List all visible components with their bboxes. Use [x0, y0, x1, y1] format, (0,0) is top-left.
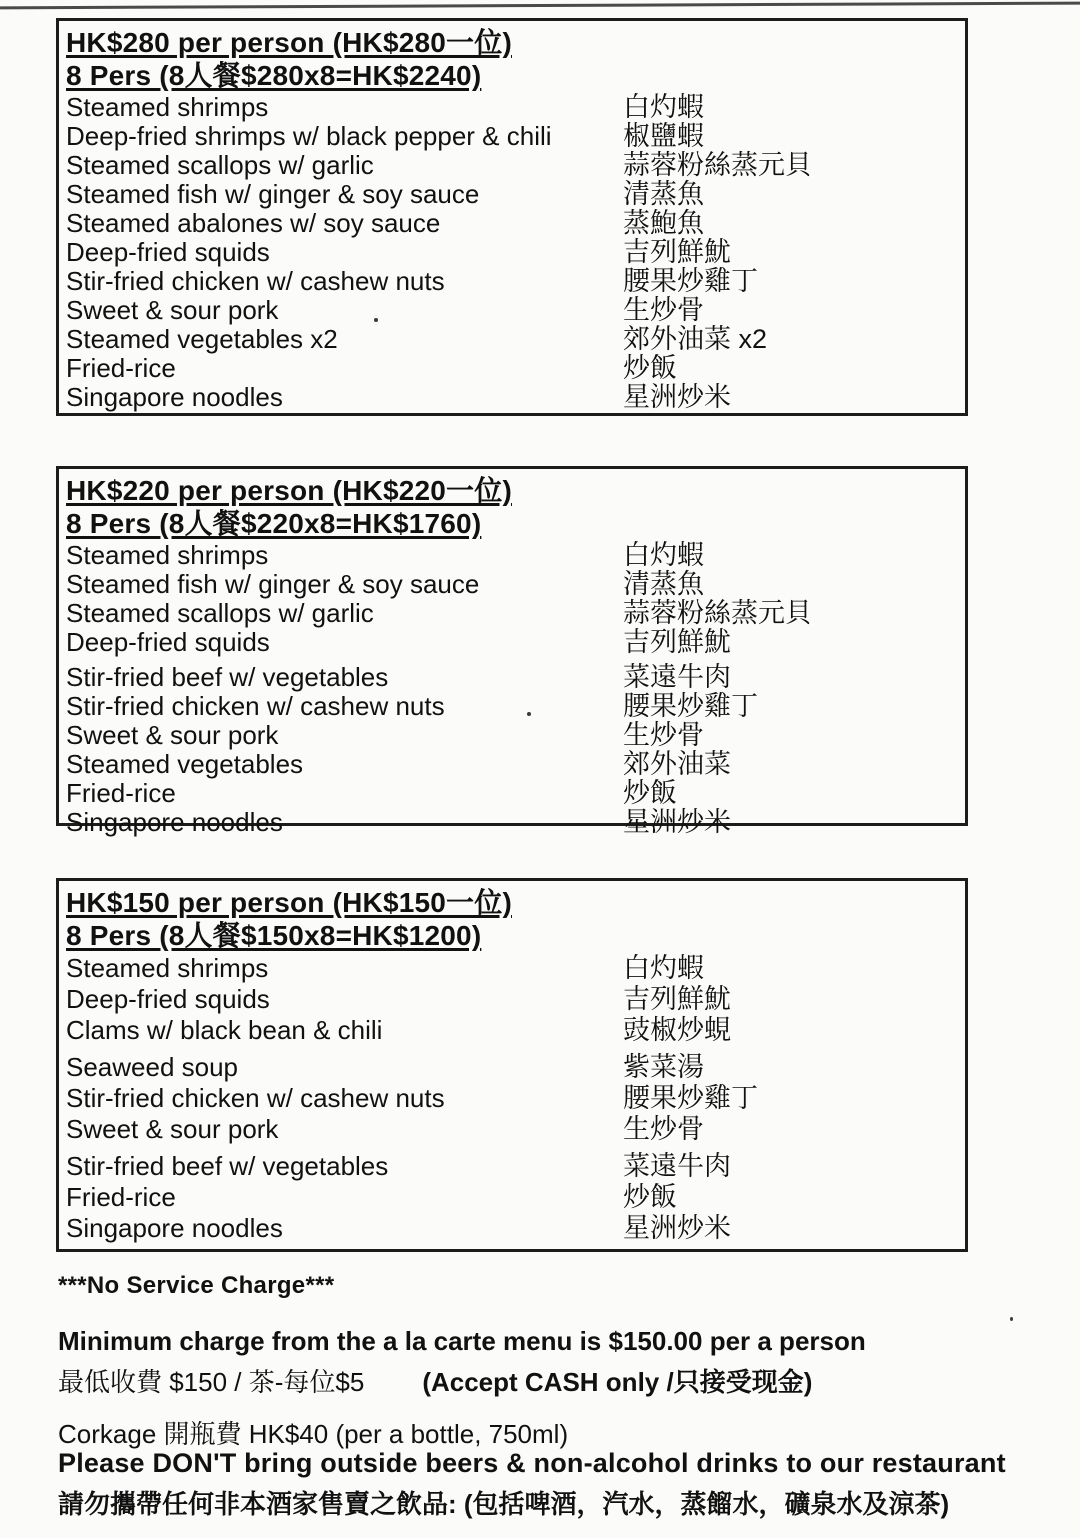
menu-title-price: HK$280 per person (HK$280一位) — [66, 27, 512, 58]
menu-item-name-zh: 生炒骨 — [623, 1114, 704, 1144]
menu-item-row — [66, 1151, 965, 1182]
menu-item-row — [66, 628, 965, 657]
menu-item-name-zh: 郊外油菜 — [623, 749, 731, 779]
menu-item-row — [66, 692, 965, 721]
menu-item-name-zh: 椒鹽蝦 — [623, 121, 704, 151]
menu-item-name-zh: 生炒骨 — [623, 720, 704, 750]
menu-item-row — [66, 599, 965, 628]
set-menu-box — [56, 18, 968, 416]
menu-item-row — [66, 750, 965, 779]
menu-item-row — [66, 953, 965, 984]
menu-item-name-en: Sweet & sour pork — [66, 1114, 279, 1144]
menu-item-name-zh: 菜遠牛肉 — [623, 662, 731, 692]
menu-item-name-zh: 白灼蝦 — [623, 953, 704, 983]
menu-item-row — [66, 1083, 965, 1114]
menu-item-row — [66, 663, 965, 692]
menu-item-name-en: Seaweed soup — [66, 1052, 239, 1082]
menu-item-row — [66, 1015, 965, 1046]
menu-item-row — [66, 570, 965, 599]
minimum-charge-note-zh — [58, 1362, 812, 1399]
menu-title-price: HK$220 per person (HK$220一位) — [66, 475, 512, 506]
menu-item-name-en: Fried-rice — [66, 1182, 176, 1212]
menu-item-name-zh: 豉椒炒蜆 — [623, 1015, 731, 1045]
menu-item-name-zh: 蒜蓉粉絲蒸元貝 — [623, 150, 812, 180]
menu-item-name-en: Stir-fried chicken w/ cashew nuts — [66, 1083, 445, 1113]
menu-item-name-zh: 星洲炒米 — [623, 382, 731, 412]
menu-item-name-en: Singapore noodles — [66, 807, 283, 837]
menu-title-persons: 8 Pers (8人餐$280x8=HK$2240) — [66, 60, 482, 91]
menu-item-row — [66, 122, 965, 151]
menu-item-name-zh: 紫菜湯 — [623, 1052, 704, 1082]
menu-item-row — [66, 1182, 965, 1213]
menu-item-list — [66, 93, 965, 412]
menu-item-row — [66, 1114, 965, 1145]
menu-item-list — [66, 953, 965, 1244]
scan-edge-line — [0, 2, 1080, 10]
menu-item-name-zh: 吉列鮮魷 — [623, 627, 731, 657]
menu-item-name-en: Singapore noodles — [66, 1213, 283, 1243]
menu-item-name-en: Fried-rice — [66, 353, 176, 383]
menu-item-name-zh: 吉列鮮魷 — [623, 237, 731, 267]
scan-speck — [1010, 1317, 1013, 1321]
menu-item-name-en: Stir-fried chicken w/ cashew nuts — [66, 691, 445, 721]
menu-item-name-en: Deep-fried squids — [66, 627, 270, 657]
menu-item-name-zh: 清蒸魚 — [623, 569, 704, 599]
menu-item-row — [66, 238, 965, 267]
menu-item-name-en: Steamed scallops w/ garlic — [66, 150, 374, 180]
no-service-charge-note: ***No Service Charge*** — [58, 1272, 335, 1299]
menu-item-list — [66, 541, 965, 837]
menu-title-persons: 8 Pers (8人餐$220x8=HK$1760) — [66, 508, 482, 539]
menu-item-name-en: Sweet & sour pork — [66, 720, 279, 750]
menu-item-name-en: Steamed shrimps — [66, 953, 269, 983]
menu-item-name-en: Steamed fish w/ ginger & soy sauce — [66, 569, 480, 599]
menu-title-price: HK$150 per person (HK$150一位) — [66, 887, 512, 918]
menu-item-name-en: Stir-fried chicken w/ cashew nuts — [66, 266, 445, 296]
menu-item-name-zh: 生炒骨 — [623, 295, 704, 325]
menu-item-row — [66, 151, 965, 180]
menu-item-row — [66, 209, 965, 238]
menu-item-name-en: Clams w/ black bean & chili — [66, 1015, 383, 1045]
menu-item-name-zh: 炒飯 — [623, 1182, 677, 1212]
no-outside-drinks-note-zh: 請勿攜帶任何非本酒家售賣之飲品: (包括啤酒，汽水，蒸餾水，礦泉水及涼茶) — [58, 1489, 950, 1519]
set-menu-box — [56, 466, 968, 837]
menu-item-row — [66, 808, 965, 837]
menu-item-name-zh: 炒飯 — [623, 353, 677, 383]
menu-item-row — [66, 1052, 965, 1083]
menu-item-name-en: Steamed shrimps — [66, 540, 269, 570]
menu-item-name-zh: 星洲炒米 — [623, 1213, 731, 1243]
cash-only-note: (Accept CASH only /只接受现金) — [422, 1367, 813, 1397]
menu-item-name-zh: 蒜蓉粉絲蒸元貝 — [623, 598, 812, 628]
menu-item-name-zh: 腰果炒雞丁 — [623, 691, 758, 721]
menu-item-row — [66, 984, 965, 1015]
corkage-note: Corkage 開瓶費 HK$40 (per a bottle, 750ml) — [58, 1419, 569, 1449]
menu-item-row — [66, 296, 965, 325]
menu-item-name-zh: 星洲炒米 — [623, 807, 731, 837]
menu-item-name-en: Singapore noodles — [66, 382, 283, 412]
menu-item-row — [66, 267, 965, 296]
menu-title-persons: 8 Pers (8人餐$150x8=HK$1200) — [66, 920, 482, 951]
menu-item-name-zh: 蒸鮑魚 — [623, 208, 704, 238]
menu-item-name-en: Steamed abalones w/ soy sauce — [66, 208, 441, 238]
menu-item-name-en: Deep-fried squids — [66, 237, 270, 267]
menu-item-name-en: Stir-fried beef w/ vegetables — [66, 662, 389, 692]
menu-item-name-en: Steamed scallops w/ garlic — [66, 598, 374, 628]
menu-item-name-zh: 腰果炒雞丁 — [623, 1083, 758, 1113]
no-outside-drinks-note-en: Please DON'T bring outside beers & non-alcohol drinks to our restaurant — [58, 1448, 1006, 1478]
menu-item-name-zh: 白灼蝦 — [623, 92, 704, 122]
menu-item-name-en: Steamed fish w/ ginger & soy sauce — [66, 179, 480, 209]
menu-item-row — [66, 541, 965, 570]
menu-item-name-en: Sweet & sour pork — [66, 295, 279, 325]
menu-item-name-zh: 吉列鮮魷 — [623, 984, 731, 1014]
menu-item-name-zh: 菜遠牛肉 — [623, 1151, 731, 1181]
menu-item-row — [66, 180, 965, 209]
menu-item-name-en: Deep-fried squids — [66, 984, 270, 1014]
minimum-charge-note-en: Minimum charge from the a la carte menu is $150.00 per a person — [58, 1326, 866, 1356]
menu-item-name-zh: 白灼蝦 — [623, 540, 704, 570]
menu-item-name-zh: 郊外油菜 x2 — [623, 324, 768, 354]
minimum-charge-zh-text: 最低收費 $150 / 茶-每位$5 — [58, 1367, 365, 1397]
menu-item-name-zh: 炒飯 — [623, 778, 677, 808]
menu-item-name-en: Stir-fried beef w/ vegetables — [66, 1151, 389, 1181]
menu-item-row — [66, 779, 965, 808]
menu-item-name-en: Steamed shrimps — [66, 92, 269, 122]
menu-item-name-en: Steamed vegetables — [66, 749, 304, 779]
menu-item-row — [66, 383, 965, 412]
set-menu-box — [56, 878, 968, 1252]
menu-item-row — [66, 721, 965, 750]
menu-item-name-en: Fried-rice — [66, 778, 176, 808]
menu-item-row — [66, 354, 965, 383]
menu-item-name-zh: 腰果炒雞丁 — [623, 266, 758, 296]
menu-item-name-en: Steamed vegetables x2 — [66, 324, 338, 354]
menu-item-row — [66, 93, 965, 122]
menu-item-row — [66, 325, 965, 354]
menu-item-row — [66, 1213, 965, 1244]
menu-item-name-en: Deep-fried shrimps w/ black pepper & chili — [66, 121, 552, 151]
menu-item-name-zh: 清蒸魚 — [623, 179, 704, 209]
